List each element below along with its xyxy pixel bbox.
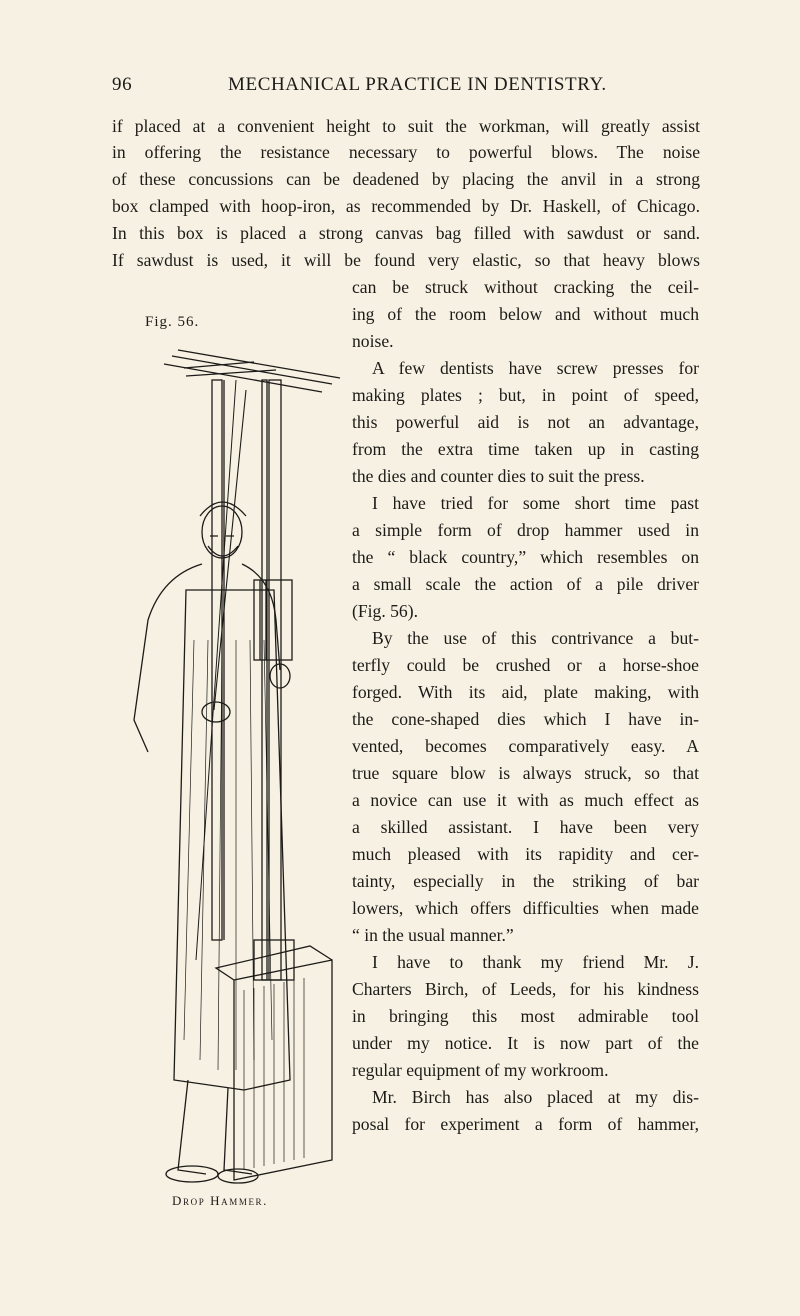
text-line: under my notice. It is now part of the (352, 1033, 699, 1053)
text-line: a novice can use it with as much effect as (352, 790, 699, 810)
text-line: regular equipment of my workroom. (352, 1060, 609, 1080)
text-line: lowers, which offers difficulties when made (352, 898, 699, 918)
text-line: terfly could be crushed or a horse-shoe (352, 655, 699, 675)
figure-caption: Drop Hammer. (172, 1193, 268, 1208)
text-line: in bringing this most admirable tool (352, 1006, 699, 1026)
text-line: noise. (352, 331, 394, 351)
man-foot-left (166, 1166, 218, 1182)
man-legs (178, 1080, 252, 1174)
text-line: (Fig. 56). (352, 601, 418, 621)
text-line: if placed at a convenient height to suit the workman, will greatly assist (112, 116, 700, 136)
text-line: tainty, especially in the striking of bar (352, 871, 699, 891)
text-line: I have tried for some short time past (372, 493, 699, 513)
text-line: By the use of this contrivance a but- (372, 628, 699, 648)
figure-number: Fig. 56. (145, 314, 200, 330)
text-line: making plates ; but, in point of speed, (352, 385, 699, 405)
text-line: box clamped with hoop-iron, as recommended by Dr. Haskell, of Chicago. (112, 196, 700, 216)
man-hand-left (202, 702, 230, 722)
text-line: this powerful aid is not an advantage, (352, 412, 699, 432)
text-line: the “ black country,” which resembles on (352, 547, 699, 567)
anvil-box (234, 960, 332, 1180)
drop-hammer-illustration (104, 340, 350, 1190)
text-line: Mr. Birch has also placed at my dis- (372, 1087, 699, 1107)
text-line: vented, becomes comparatively easy. A (352, 736, 699, 756)
page-number: 96 (112, 74, 133, 95)
text-line: a simple form of drop hammer used in (352, 520, 699, 540)
text-line: in offering the resistance necessary to powerful blows. The noise (112, 142, 700, 162)
text-line: posal for experiment a form of hammer, (352, 1114, 699, 1134)
running-head (112, 74, 702, 104)
text-line: a skilled assistant. I have been very (352, 817, 699, 837)
text-line: a small scale the action of a pile driver (352, 574, 699, 594)
text-line: “ in the usual manner.” (352, 925, 514, 945)
text-line: from the extra time taken up in casting (352, 439, 699, 459)
text-line: can be struck without cracking the ceil- (352, 277, 699, 297)
text-line: of these concussions can be deadened by placing the anvil in a strong (112, 169, 700, 189)
text-line: forged. With its aid, plate making, with (352, 682, 699, 702)
running-title: MECHANICAL PRACTICE IN DENTISTRY. (228, 74, 607, 95)
text-line: Charters Birch, of Leeds, for his kindness (352, 979, 699, 999)
apron (174, 590, 290, 1090)
text-line: ing of the room below and without much (352, 304, 699, 324)
anvil-block (254, 940, 294, 980)
text-line: I have to thank my friend Mr. J. (372, 952, 699, 972)
text-line: If sawdust is used, it will be found very elastic, so that heavy blows (112, 250, 700, 270)
text-line: the dies and counter dies to suit the press. (352, 466, 645, 486)
text-line: much pleased with its rapidity and cer- (352, 844, 699, 864)
text-line: In this box is placed a strong canvas bag filled with sawdust or sand. (112, 223, 700, 243)
text-line: the cone-shaped dies which I have in- (352, 709, 699, 729)
text-line: A few dentists have screw presses for (372, 358, 699, 378)
rope (214, 390, 246, 710)
text-line: true square blow is always struck, so that (352, 763, 699, 783)
